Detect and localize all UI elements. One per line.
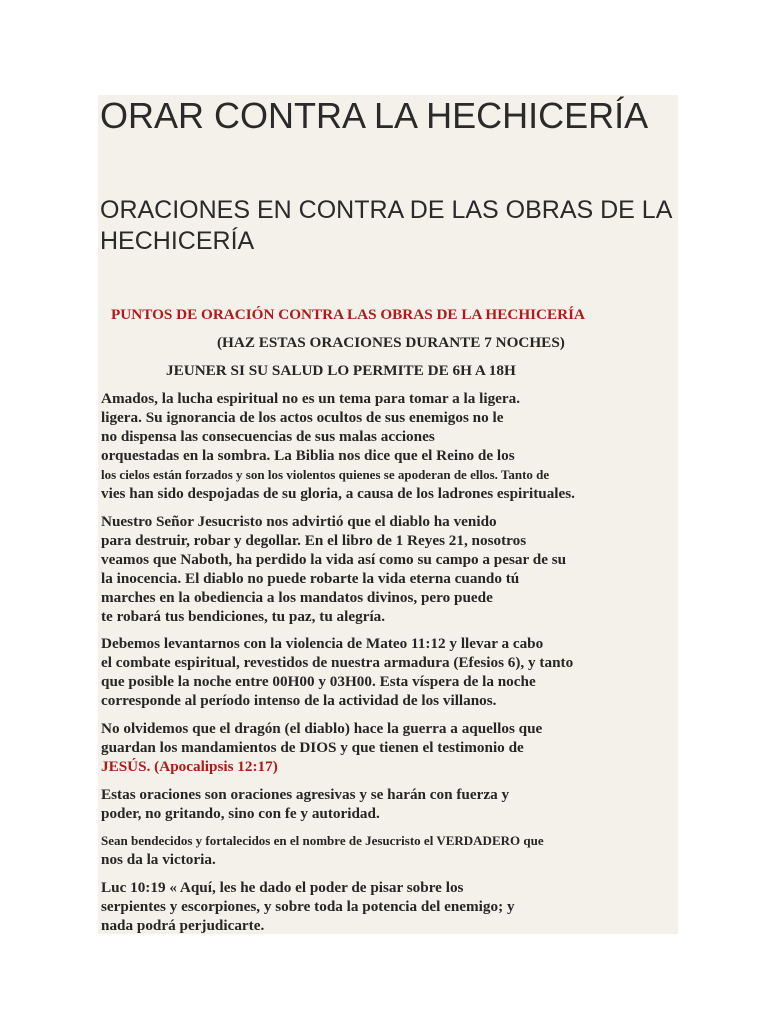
scripture-reference: JESÚS. (Apocalipsis 12:17): [101, 758, 278, 775]
text-line: la inocencia. El diablo no puede robarte la vida eterna cuando tú: [101, 570, 520, 587]
text-line: veamos que Naboth, ha perdido la vida así como su campo a pesar de su: [101, 551, 567, 568]
text-line: te robará tus bendiciones, tu paz, tu alegría.: [101, 608, 386, 625]
text-line: nada podrá perjudicarte.: [101, 917, 265, 934]
text-line: guardan los mandamientos de DIOS y que tienen el testimonio de: [101, 739, 524, 756]
text-line: los cielos están forzados y son los violentos quienes se apoderan de ellos. Tanto de: [101, 467, 550, 482]
text-line: ligera. Su ignorancia de los actos ocultos de sus enemigos no le: [101, 409, 504, 426]
page-title: ORAR CONTRA LA HECHICERÍA: [100, 95, 649, 136]
text-line: orquestadas en la sombra. La Biblia nos dice que el Reino de los: [101, 447, 515, 464]
text-line: No olvidemos que el dragón (el diablo) hace la guerra a aquellos que: [101, 720, 543, 737]
text-line: para destruir, robar y degollar. En el libro de 1 Reyes 21, nosotros: [101, 532, 527, 549]
section-heading-nights: (HAZ ESTAS ORACIONES DURANTE 7 NOCHES): [217, 334, 565, 351]
text-line: serpientes y escorpiones, y sobre toda la potencia del enemigo; y: [101, 898, 515, 915]
text-line: no dispensa las consecuencias de sus malas acciones: [101, 428, 435, 445]
text-line: Sean bendecidos y fortalecidos en el nombre de Jesucristo el VERDADERO que: [101, 833, 544, 848]
text-line: poder, no gritando, sino con fe y autoridad.: [101, 805, 380, 822]
text-line: nos da la victoria.: [101, 851, 216, 868]
page-subtitle: ORACIONES EN CONTRA DE LAS OBRAS DE LA HECHICERÍA: [100, 196, 671, 255]
section-heading-red: PUNTOS DE ORACIÓN CONTRA LAS OBRAS DE LA HECHICERÍA: [111, 306, 585, 323]
text-line: corresponde al período intenso de la actividad de los villanos.: [101, 692, 497, 709]
text-line: Luc 10:19 « Aquí, les he dado el poder de pisar sobre los: [101, 879, 464, 896]
text-line: Estas oraciones son oraciones agresivas y se harán con fuerza y: [101, 786, 510, 803]
text-line: Nuestro Señor Jesucristo nos advirtió que el diablo ha venido: [101, 513, 497, 530]
text-line: vies han sido despojadas de su gloria, a causa de los ladrones espirituales.: [101, 485, 575, 502]
section-heading-fast: JEUNER SI SU SALUD LO PERMITE DE 6H A 18H: [166, 362, 516, 379]
text-line: el combate espiritual, revestidos de nuestra armadura (Efesios 6), y tanto: [101, 654, 574, 671]
text-line: que posible la noche entre 00H00 y 03H00. Esta víspera de la noche: [101, 673, 536, 690]
text-line: Amados, la lucha espiritual no es un tema para tomar a la ligera.: [101, 390, 521, 407]
text-line: marches en la obediencia a los mandatos divinos, pero puede: [101, 589, 493, 606]
text-line: Debemos levantarnos con la violencia de Mateo 11:12 y llevar a cabo: [101, 635, 544, 652]
